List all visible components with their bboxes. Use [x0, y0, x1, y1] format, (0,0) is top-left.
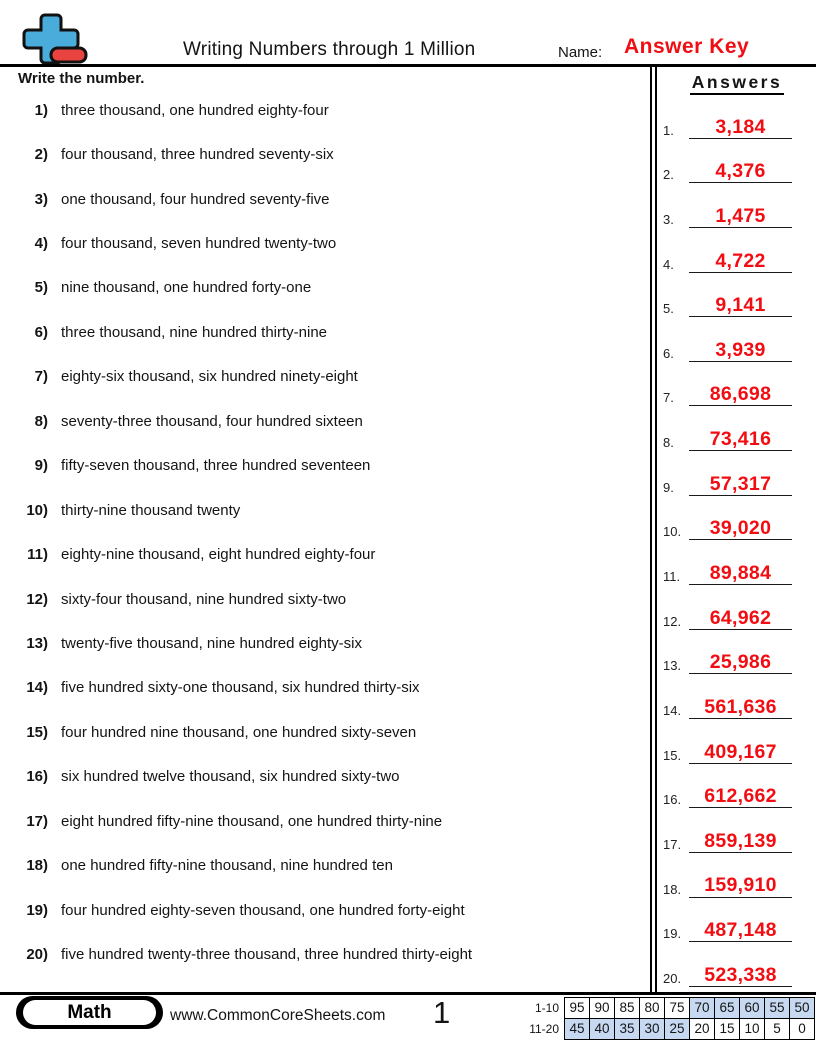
answer-row	[658, 674, 816, 719]
answer-row	[658, 273, 816, 318]
question-row	[0, 266, 644, 310]
question-number: 16)	[26, 768, 48, 786]
page-number: 1	[433, 995, 451, 1030]
answer-row	[658, 585, 816, 630]
answer-row	[658, 719, 816, 764]
question-number: 14)	[26, 679, 48, 697]
grading-row-1-label: 1-10	[534, 1001, 559, 1015]
answer-value: 523,338	[689, 965, 792, 987]
answer-number: 11.	[663, 569, 681, 585]
question-text: four thousand, seven hundred twenty-two	[61, 235, 337, 253]
question-number: 12)	[26, 590, 48, 608]
question-text: one thousand, four hundred seventy-five	[61, 190, 330, 208]
grading-row-2-label: 11-20	[529, 1022, 559, 1036]
question-number: 20)	[26, 946, 48, 964]
name-label: Name:	[558, 44, 603, 61]
grading-cell: 25	[664, 1018, 690, 1040]
question-number: 10)	[26, 501, 48, 519]
question-row	[0, 444, 644, 488]
website-text: www.CommonCoreSheets.com	[170, 1007, 386, 1024]
answer-value: 73,416	[689, 429, 792, 451]
answer-row	[658, 451, 816, 496]
answer-number: 15.	[663, 747, 682, 763]
grading-cell: 0	[789, 1018, 815, 1040]
question-number: 15)	[26, 723, 48, 741]
question-number: 11)	[27, 546, 48, 564]
answer-number: 17.	[663, 836, 682, 852]
grading-cell: 5	[764, 1018, 790, 1040]
subject-badge	[16, 996, 163, 1029]
answer-value: 89,884	[689, 563, 792, 585]
grading-cell: 80	[639, 997, 665, 1019]
question-row	[0, 532, 644, 576]
answers-list	[658, 94, 816, 987]
question-text: thirty-nine thousand twenty	[61, 501, 241, 519]
answer-value: 4,722	[689, 251, 792, 273]
answer-row	[658, 496, 816, 541]
question-number: 17)	[26, 812, 48, 830]
question-row	[0, 710, 644, 754]
grading-cell: 90	[589, 997, 615, 1019]
answer-value: 859,139	[689, 831, 792, 853]
question-number: 18)	[26, 857, 48, 875]
question-text: four thousand, three hundred seventy-six	[61, 146, 334, 164]
answer-number: 4.	[663, 256, 674, 272]
answer-row	[658, 764, 816, 809]
answers-heading	[658, 72, 816, 94]
question-text: four hundred eighty-seven thousand, one hundred forty-eight	[61, 901, 465, 919]
answer-number: 8.	[663, 435, 674, 451]
question-number: 4)	[34, 235, 48, 253]
answer-row	[658, 630, 816, 675]
question-row	[0, 221, 644, 265]
answer-row	[658, 942, 816, 987]
answer-number: 16.	[663, 792, 682, 808]
grading-cell: 75	[664, 997, 690, 1019]
grading-cell: 95	[564, 997, 590, 1019]
answer-number: 9.	[663, 479, 674, 495]
grading-cell: 45	[564, 1018, 590, 1040]
answer-number: 18.	[663, 881, 682, 897]
question-number: 7)	[34, 368, 48, 386]
question-row	[0, 666, 644, 710]
question-number: 8)	[34, 412, 48, 430]
answer-value: 4,376	[689, 161, 792, 183]
grading-cell: 35	[614, 1018, 640, 1040]
answer-row	[658, 228, 816, 273]
answer-value: 159,910	[689, 875, 792, 897]
answer-row	[658, 362, 816, 407]
question-row	[0, 621, 644, 665]
answer-value: 3,939	[689, 340, 792, 362]
answer-row	[658, 808, 816, 853]
answer-value: 64,962	[689, 608, 792, 630]
answer-number: 13.	[663, 658, 682, 674]
grading-row-1	[517, 997, 815, 1019]
question-number: 9)	[34, 457, 48, 475]
answer-number: 19.	[663, 926, 682, 942]
answer-value: 1,475	[689, 206, 792, 228]
question-row	[0, 799, 644, 843]
answer-number: 20.	[663, 970, 682, 986]
grading-cell: 10	[739, 1018, 765, 1040]
question-number: 13)	[26, 634, 48, 652]
answer-value: 561,636	[689, 697, 792, 719]
answer-value: 86,698	[689, 384, 792, 406]
question-row	[0, 755, 644, 799]
answer-row	[658, 898, 816, 943]
grading-cell: 70	[689, 997, 715, 1019]
question-text: fifty-seven thousand, three hundred seventeen	[61, 457, 371, 475]
answer-number: 5.	[663, 301, 674, 317]
question-text: four hundred nine thousand, one hundred sixty-seven	[61, 723, 417, 741]
question-number: 1)	[34, 101, 48, 119]
answer-value: 57,317	[689, 474, 792, 496]
question-text: eighty-nine thousand, eight hundred eighty-four	[61, 546, 376, 564]
answer-row	[658, 406, 816, 451]
grading-cell: 85	[614, 997, 640, 1019]
answer-value: 39,020	[689, 518, 792, 540]
answers-column-divider	[650, 67, 657, 992]
answer-row	[658, 853, 816, 898]
answer-number: 10.	[663, 524, 682, 540]
question-text: three thousand, one hundred eighty-four	[61, 101, 329, 119]
question-text: eighty-six thousand, six hundred ninety-eight	[61, 368, 358, 386]
name-value-answer-key: Answer Key	[624, 35, 750, 58]
question-number: 19)	[26, 901, 48, 919]
question-text: five hundred twenty-three thousand, three hundred thirty-eight	[61, 946, 473, 964]
answer-value: 612,662	[689, 786, 792, 808]
question-text: eight hundred fifty-nine thousand, one hundred thirty-nine	[61, 812, 443, 830]
question-text: three thousand, nine hundred thirty-nine	[61, 323, 328, 341]
answer-number: 2.	[663, 167, 674, 183]
question-row	[0, 88, 644, 132]
question-row	[0, 488, 644, 532]
answers-heading-text: Answers	[690, 72, 784, 95]
minus-shape	[51, 48, 86, 62]
grading-cell: 65	[714, 997, 740, 1019]
question-text: twenty-five thousand, nine hundred eighty-six	[61, 634, 363, 652]
question-row	[0, 399, 644, 443]
grading-cell: 20	[689, 1018, 715, 1040]
question-text: one hundred fifty-nine thousand, nine hundred ten	[61, 857, 393, 875]
question-number: 6)	[34, 323, 48, 341]
answer-row	[658, 317, 816, 362]
answer-value: 3,184	[689, 117, 792, 139]
answer-number: 6.	[663, 345, 674, 361]
question-row	[0, 355, 644, 399]
page-title: Writing Numbers through 1 Million	[183, 39, 476, 60]
question-number: 5)	[34, 279, 48, 297]
questions-list	[0, 88, 644, 977]
question-text: sixty-four thousand, nine hundred sixty-two	[61, 590, 347, 608]
question-row	[0, 310, 644, 354]
plus-minus-logo-icon	[14, 12, 88, 65]
grading-cell: 60	[739, 997, 765, 1019]
question-text: nine thousand, one hundred forty-one	[61, 279, 312, 297]
question-text: seventy-three thousand, four hundred sixteen	[61, 412, 363, 430]
answers-column	[658, 67, 816, 987]
grading-cell: 15	[714, 1018, 740, 1040]
answer-number: 12.	[663, 613, 682, 629]
subject-badge-label: Math	[23, 1000, 156, 1025]
answer-number: 3.	[663, 211, 674, 227]
question-text: five hundred sixty-one thousand, six hundred thirty-six	[61, 679, 420, 697]
question-row	[0, 843, 644, 887]
answer-value: 409,167	[689, 742, 792, 764]
grading-cell: 55	[764, 997, 790, 1019]
question-row	[0, 888, 644, 932]
grading-cell: 40	[589, 1018, 615, 1040]
question-row	[0, 932, 644, 976]
question-row	[0, 177, 644, 221]
answer-row	[658, 183, 816, 228]
answer-value: 9,141	[689, 295, 792, 317]
answer-row	[658, 540, 816, 585]
footer-rule	[0, 992, 816, 995]
question-number: 2)	[34, 146, 48, 164]
question-row	[0, 577, 644, 621]
question-row	[0, 132, 644, 176]
instruction-text: Write the number.	[18, 70, 145, 87]
answer-row	[658, 94, 816, 139]
answer-number: 1.	[663, 122, 674, 138]
grading-cell: 50	[789, 997, 815, 1019]
answer-number: 7.	[663, 390, 674, 406]
answer-value: 487,148	[689, 920, 792, 942]
answer-row	[658, 139, 816, 184]
grading-table	[517, 997, 815, 1040]
grading-row-2	[517, 1018, 815, 1040]
answer-value: 25,986	[689, 652, 792, 674]
answer-number: 14.	[663, 702, 682, 718]
question-text: six hundred twelve thousand, six hundred sixty-two	[61, 768, 400, 786]
question-number: 3)	[34, 190, 48, 208]
grading-cell: 30	[639, 1018, 665, 1040]
